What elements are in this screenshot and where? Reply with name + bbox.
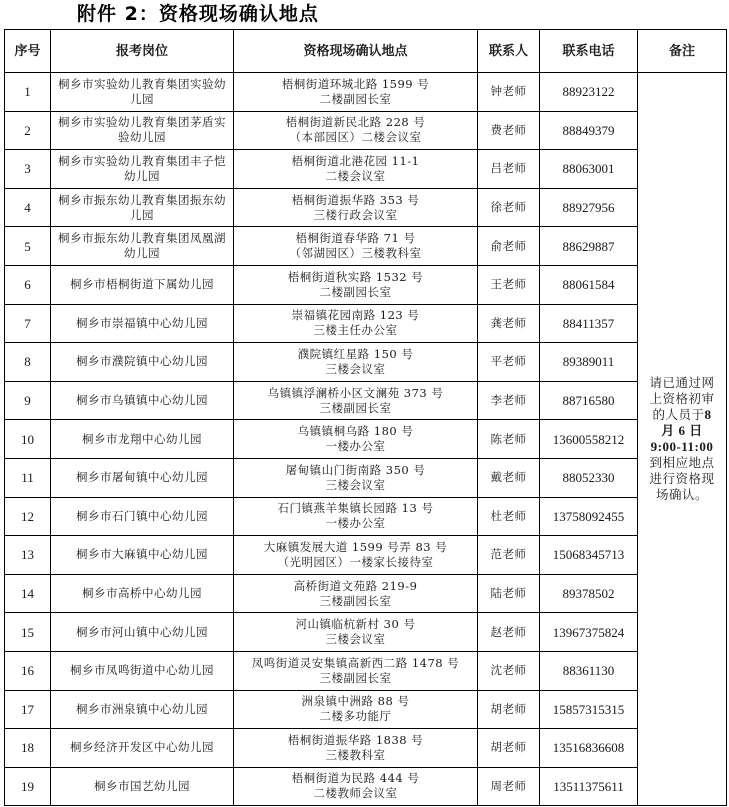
row-contact: 胡老师 bbox=[478, 729, 540, 768]
address-room: 二楼副园长室 bbox=[319, 284, 392, 299]
address-line: 崇福镇花园南路 123 号 bbox=[291, 308, 420, 323]
address-room: 三楼副园长室 bbox=[319, 400, 392, 415]
address-line: 梧桐街道北港花园 11-1 bbox=[291, 153, 420, 168]
address-room: 三楼副园长室 bbox=[319, 593, 392, 608]
row-contact: 赵老师 bbox=[478, 613, 540, 652]
row-address bbox=[234, 265, 478, 304]
address-room: （邻湖园区）三楼教科室 bbox=[289, 246, 422, 261]
row-phone: 13511375611 bbox=[540, 767, 638, 806]
row-number: 14 bbox=[5, 574, 51, 613]
table-row bbox=[5, 536, 727, 575]
row-phone: 88061584 bbox=[540, 265, 638, 304]
row-contact: 胡老师 bbox=[478, 690, 540, 729]
address-line: 凤鸣街道灵安集镇高新西二路 1478 号 bbox=[251, 655, 460, 670]
row-contact: 平老师 bbox=[478, 343, 540, 382]
row-post: 桐乡市实验幼儿教育集团实验幼儿园 bbox=[51, 73, 234, 112]
address-line: 高桥街道文苑路 219-9 bbox=[293, 578, 418, 593]
address-room: 二楼会议室 bbox=[325, 168, 386, 183]
row-post: 桐乡市石门镇中心幼儿园 bbox=[51, 497, 234, 536]
row-address bbox=[234, 613, 478, 652]
row-post: 桐乡市实验幼儿教育集团丰子恺幼儿园 bbox=[51, 150, 234, 189]
address-room: 二楼教师会议室 bbox=[313, 786, 398, 801]
row-phone: 89378502 bbox=[540, 574, 638, 613]
row-address bbox=[234, 536, 478, 575]
row-number: 15 bbox=[5, 613, 51, 652]
address-line: 屠甸镇山门街南路 350 号 bbox=[285, 462, 426, 477]
table-row bbox=[5, 381, 727, 420]
address-line: 梧桐街道春华路 71 号 bbox=[295, 231, 416, 246]
row-phone: 88063001 bbox=[540, 150, 638, 189]
row-phone: 89389011 bbox=[540, 343, 638, 382]
row-contact: 费老师 bbox=[478, 111, 540, 150]
header-remark: 备注 bbox=[638, 30, 727, 73]
row-address bbox=[234, 458, 478, 497]
remark-date: 8 月 6 日 bbox=[661, 407, 712, 439]
row-contact: 杜老师 bbox=[478, 497, 540, 536]
remark-time: 9:00-11:00 bbox=[650, 439, 714, 455]
row-contact: 戴老师 bbox=[478, 458, 540, 497]
row-number: 12 bbox=[5, 497, 51, 536]
header-post: 报考岗位 bbox=[51, 30, 234, 73]
address-room: （本部园区）二楼会议室 bbox=[289, 130, 422, 145]
row-address bbox=[234, 574, 478, 613]
row-address bbox=[234, 767, 478, 806]
confirmation-sites-table bbox=[4, 29, 727, 806]
row-contact: 俞老师 bbox=[478, 227, 540, 266]
row-phone: 15068345713 bbox=[540, 536, 638, 575]
row-address bbox=[234, 188, 478, 227]
remark-cell bbox=[638, 73, 727, 806]
document-title: 附件 2：资格现场确认地点 bbox=[77, 3, 319, 25]
address-room: 一楼办公室 bbox=[325, 439, 386, 454]
row-contact: 沈老师 bbox=[478, 651, 540, 690]
address-line: 梧桐街道新民北路 228 号 bbox=[285, 115, 426, 130]
address-line: 濮院镇红星路 150 号 bbox=[297, 346, 414, 361]
row-contact: 陆老师 bbox=[478, 574, 540, 613]
row-post: 桐乡市龙翔中心幼儿园 bbox=[51, 420, 234, 459]
row-contact: 范老师 bbox=[478, 536, 540, 575]
row-phone: 88923122 bbox=[540, 73, 638, 112]
row-number: 5 bbox=[5, 227, 51, 266]
row-address bbox=[234, 304, 478, 343]
row-address bbox=[234, 111, 478, 150]
row-number: 11 bbox=[5, 458, 51, 497]
row-address bbox=[234, 227, 478, 266]
row-number: 13 bbox=[5, 536, 51, 575]
row-number: 17 bbox=[5, 690, 51, 729]
row-address bbox=[234, 497, 478, 536]
row-number: 18 bbox=[5, 729, 51, 768]
row-phone: 88927956 bbox=[540, 188, 638, 227]
table-row bbox=[5, 729, 727, 768]
row-post: 桐乡市屠甸镇中心幼儿园 bbox=[51, 458, 234, 497]
address-room: 三楼会议室 bbox=[325, 632, 386, 647]
row-phone: 88629887 bbox=[540, 227, 638, 266]
row-address bbox=[234, 420, 478, 459]
address-line: 乌镇镇桐乌路 180 号 bbox=[297, 424, 414, 439]
row-contact: 陈老师 bbox=[478, 420, 540, 459]
address-line: 梧桐街道振华路 353 号 bbox=[291, 192, 420, 207]
row-phone: 88716580 bbox=[540, 381, 638, 420]
row-number: 2 bbox=[5, 111, 51, 150]
header-contact: 联系人 bbox=[478, 30, 540, 73]
header-phone: 联系电话 bbox=[540, 30, 638, 73]
row-contact: 龚老师 bbox=[478, 304, 540, 343]
table-row bbox=[5, 420, 727, 459]
row-number: 1 bbox=[5, 73, 51, 112]
row-number: 3 bbox=[5, 150, 51, 189]
table-header-row bbox=[5, 30, 727, 73]
row-post: 桐乡经济开发区中心幼儿园 bbox=[51, 729, 234, 768]
address-line: 梧桐街道秋实路 1532 号 bbox=[287, 269, 424, 284]
address-line: 洲泉镇中洲路 88 号 bbox=[301, 694, 410, 709]
row-phone: 15857315315 bbox=[540, 690, 638, 729]
row-post: 桐乡市洲泉镇中心幼儿园 bbox=[51, 690, 234, 729]
row-contact: 李老师 bbox=[478, 381, 540, 420]
row-number: 16 bbox=[5, 651, 51, 690]
row-number: 19 bbox=[5, 767, 51, 806]
table-row bbox=[5, 343, 727, 382]
row-contact: 徐老师 bbox=[478, 188, 540, 227]
row-post: 桐乡市崇福镇中心幼儿园 bbox=[51, 304, 234, 343]
row-address bbox=[234, 690, 478, 729]
row-contact: 周老师 bbox=[478, 767, 540, 806]
address-room: 二楼多功能厅 bbox=[319, 709, 392, 724]
table-row bbox=[5, 651, 727, 690]
row-post: 桐乡市实验幼儿教育集团茅盾实验幼儿园 bbox=[51, 111, 234, 150]
address-room: 三楼主任办公室 bbox=[313, 323, 398, 338]
address-room: 三楼会议室 bbox=[325, 477, 386, 492]
row-number: 10 bbox=[5, 420, 51, 459]
address-room: 二楼副园长室 bbox=[319, 91, 392, 106]
address-room: 三楼会议室 bbox=[325, 361, 386, 376]
table-body bbox=[5, 73, 727, 806]
address-line: 石门镇燕羊集镇长园路 13 号 bbox=[277, 501, 434, 516]
row-number: 6 bbox=[5, 265, 51, 304]
table-row bbox=[5, 111, 727, 150]
row-phone: 88411357 bbox=[540, 304, 638, 343]
table-row bbox=[5, 150, 727, 189]
address-line: 梧桐街道振华路 1838 号 bbox=[287, 732, 424, 747]
row-phone: 88052330 bbox=[540, 458, 638, 497]
row-phone: 13758092455 bbox=[540, 497, 638, 536]
row-post: 桐乡市梧桐街道下属幼儿园 bbox=[51, 265, 234, 304]
row-post: 桐乡市大麻镇中心幼儿园 bbox=[51, 536, 234, 575]
table-row bbox=[5, 613, 727, 652]
row-phone: 13600558212 bbox=[540, 420, 638, 459]
address-room: 三楼教科室 bbox=[325, 747, 386, 762]
row-post: 桐乡市河山镇中心幼儿园 bbox=[51, 613, 234, 652]
table-row bbox=[5, 458, 727, 497]
table-row bbox=[5, 188, 727, 227]
row-post: 桐乡市振东幼儿教育集团凤凰湖幼儿园 bbox=[51, 227, 234, 266]
row-phone: 13967375824 bbox=[540, 613, 638, 652]
address-line: 梧桐街道为民路 444 号 bbox=[291, 771, 420, 786]
row-post: 桐乡市凤鸣街道中心幼儿园 bbox=[51, 651, 234, 690]
address-line: 大麻镇发展大道 1599 号弄 83 号 bbox=[263, 539, 448, 554]
row-contact: 吕老师 bbox=[478, 150, 540, 189]
table-row bbox=[5, 304, 727, 343]
address-room: 一楼办公室 bbox=[325, 516, 386, 531]
table-row bbox=[5, 690, 727, 729]
remark-text-end: 到相应地点进行资格现场确认。 bbox=[649, 455, 715, 503]
table-row bbox=[5, 265, 727, 304]
table-row bbox=[5, 497, 727, 536]
row-phone: 88849379 bbox=[540, 111, 638, 150]
row-contact: 钟老师 bbox=[478, 73, 540, 112]
row-post: 桐乡市高桥中心幼儿园 bbox=[51, 574, 234, 613]
header-no: 序号 bbox=[5, 30, 51, 73]
row-contact: 王老师 bbox=[478, 265, 540, 304]
address-line: 梧桐街道环城北路 1599 号 bbox=[281, 76, 430, 91]
address-room: 三楼副园长室 bbox=[319, 670, 392, 685]
row-post: 桐乡市濮院镇中心幼儿园 bbox=[51, 343, 234, 382]
row-number: 9 bbox=[5, 381, 51, 420]
address-room: 三楼行政会议室 bbox=[313, 207, 398, 222]
row-post: 桐乡市振东幼儿教育集团振东幼儿园 bbox=[51, 188, 234, 227]
row-address bbox=[234, 651, 478, 690]
table-row bbox=[5, 574, 727, 613]
row-address bbox=[234, 729, 478, 768]
row-address bbox=[234, 150, 478, 189]
row-phone: 88361130 bbox=[540, 651, 638, 690]
address-room: （光明园区）一楼家长接待室 bbox=[277, 554, 434, 569]
table-row bbox=[5, 767, 727, 806]
table-row bbox=[5, 73, 727, 112]
row-address bbox=[234, 73, 478, 112]
row-post: 桐乡市乌镇镇中心幼儿园 bbox=[51, 381, 234, 420]
row-number: 8 bbox=[5, 343, 51, 382]
address-line: 乌镇镇浮澜桥小区文澜苑 373 号 bbox=[267, 385, 444, 400]
table-row bbox=[5, 227, 727, 266]
address-line: 河山镇临杭新村 30 号 bbox=[295, 617, 416, 632]
row-phone: 13516836608 bbox=[540, 729, 638, 768]
row-number: 7 bbox=[5, 304, 51, 343]
row-post: 桐乡市国艺幼儿园 bbox=[51, 767, 234, 806]
remark-text: 请已通过网上资格初审的人员于 bbox=[649, 375, 715, 423]
row-address bbox=[234, 381, 478, 420]
row-number: 4 bbox=[5, 188, 51, 227]
header-address: 资格现场确认地点 bbox=[234, 30, 478, 73]
row-address bbox=[234, 343, 478, 382]
